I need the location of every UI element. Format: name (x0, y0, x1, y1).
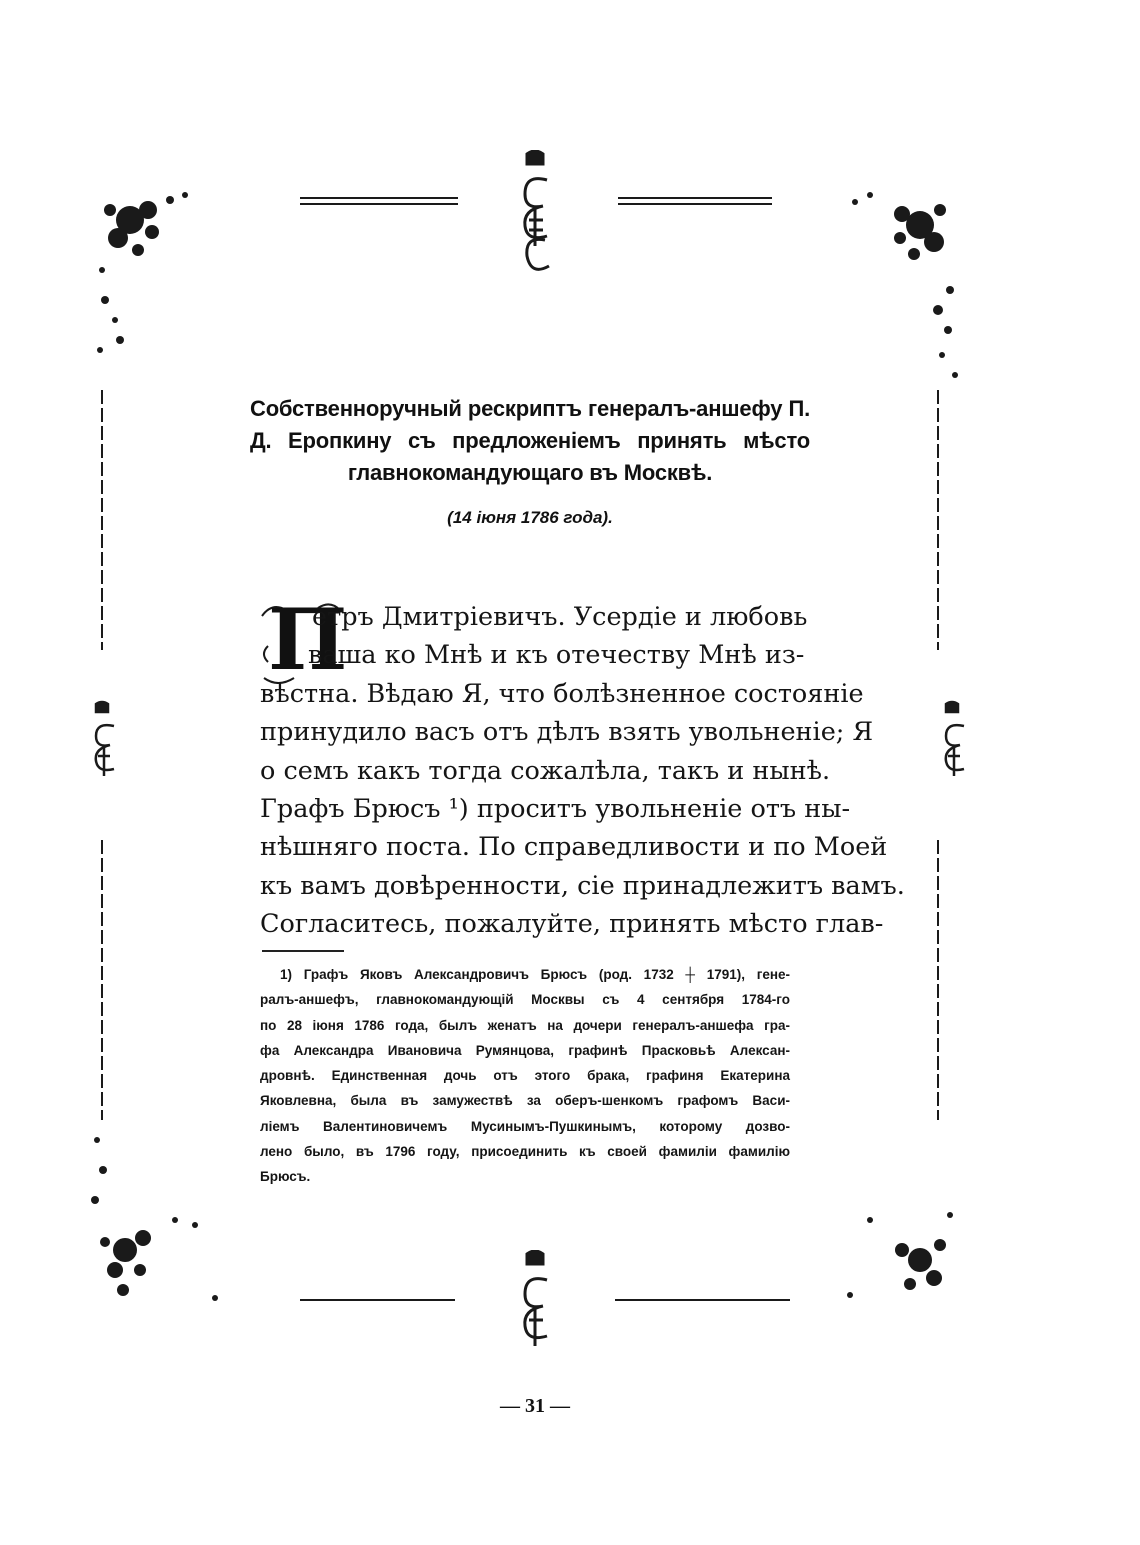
footnote-line: 1) Графъ Яковъ Александровичъ Брюсъ (род. 1732 ┼ 1791), гене- (280, 967, 790, 982)
imperial-monogram-icon (80, 700, 130, 800)
footnote-line: лено было, въ 1796 году, присоединить къ своей фамиліи фамилію (260, 1144, 790, 1160)
body-line: Согласитесь, пожалуйте, принять мѣсто глав- (260, 909, 884, 940)
footnote-divider (262, 950, 344, 952)
imperial-monogram-icon (505, 1250, 565, 1370)
floral-corner-icon (90, 180, 210, 370)
floral-corner-icon (830, 1200, 970, 1330)
footnote-line: фа Александра Ивановича Румянцова, графинѣ Прасковьѣ Алексан- (260, 1042, 790, 1058)
body-line: ваша ко Мнѣ и къ отечеству Мнѣ из- (308, 640, 805, 671)
imperial-monogram-icon (930, 700, 980, 800)
footnote-line: ралъ-аншефъ, главнокомандующій Москвы съ 4 сентября 1784-го (260, 992, 790, 1008)
footnote-line: по 28 іюня 1786 года, былъ женатъ на дочери генералъ-аншефа гра- (260, 1017, 790, 1033)
footnote-line: Брюсъ. (260, 1169, 311, 1185)
footnote-line: дровнѣ. Единственная дочь отъ этого брака, графиня Екатерина (260, 1068, 790, 1084)
body-line: нѣшняго поста. По справедливости и по Моей (260, 832, 888, 863)
footnote-line: ліемъ Валентиновичемъ Мусинымъ-Пушкинымъ, которому дозво- (260, 1118, 790, 1134)
drop-cap-letter: П (268, 590, 348, 689)
body-line: вѣстна. Вѣдаю Я, что болѣзненное состояніе (260, 678, 864, 709)
body-line: етръ Дмитріевичъ. Усердіе и любовь (312, 602, 808, 632)
document-title: Собственноручный рескриптъ генералъ-аншефу П. Д. Еропкину съ предложеніемъ принять мѣсто главнокомандующаго въ Москвѣ. (250, 396, 810, 485)
floral-corner-icon (85, 1130, 235, 1330)
page-number: — 31 — (500, 1395, 570, 1417)
imperial-monogram-icon (505, 150, 565, 290)
footnote-line: Яковлевна, была въ замужествѣ за оберъ-шенкомъ графомъ Васи- (260, 1093, 790, 1109)
body-text (260, 598, 905, 944)
body-line: принудило васъ отъ дѣлъ взять увольненіе; Я (260, 717, 874, 748)
floral-corner-icon (830, 180, 970, 390)
body-line: Графъ Брюсъ ¹) проситъ увольненіе отъ ны- (260, 793, 851, 824)
body-line: къ вамъ довѣренности, сіе принадлежитъ вамъ. (260, 870, 905, 901)
body-line: о семъ какъ тогда сожалѣла, такъ и нынѣ. (260, 755, 831, 786)
document-date: (14 іюня 1786 года). (447, 508, 613, 527)
footnote (260, 962, 790, 1190)
